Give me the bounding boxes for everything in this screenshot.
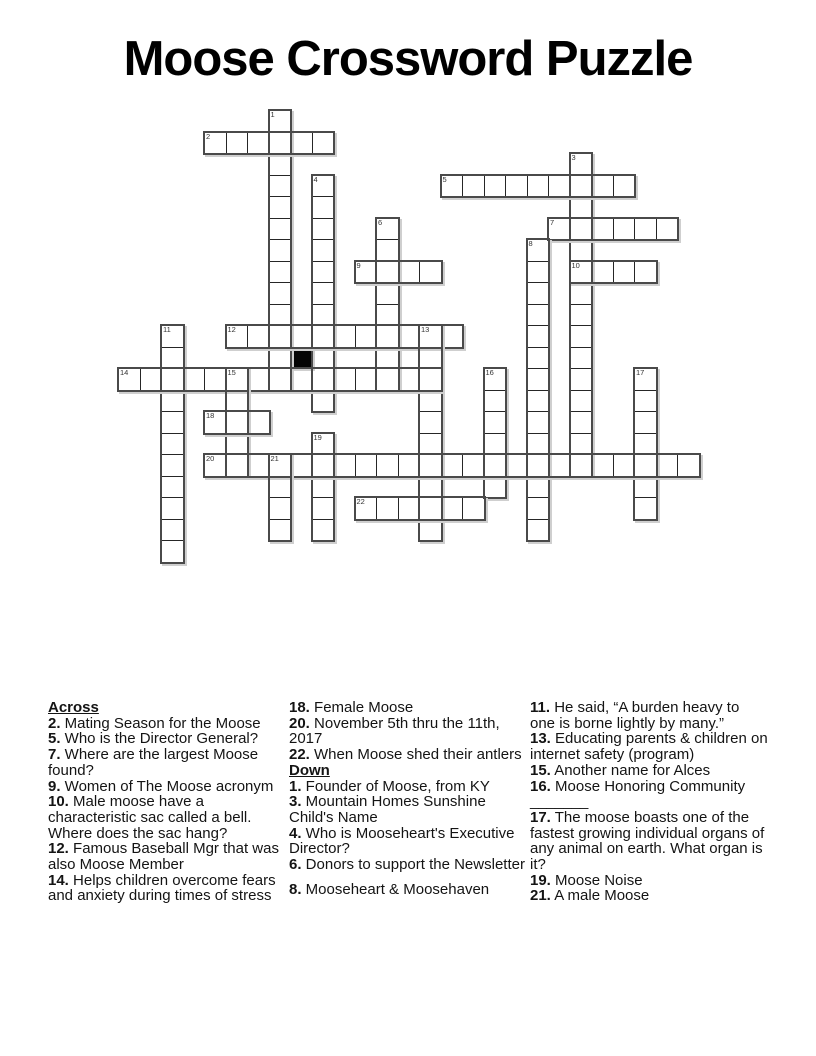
grid-cell[interactable] bbox=[441, 325, 464, 348]
grid-cell[interactable] bbox=[140, 368, 163, 391]
cell-number: 20 bbox=[206, 454, 215, 463]
grid-cell[interactable] bbox=[290, 132, 313, 155]
grid-cell[interactable] bbox=[161, 433, 184, 456]
grid-cell[interactable] bbox=[269, 497, 292, 520]
clue-13: 13. Educating parents & children on internet safety (program) bbox=[530, 730, 768, 764]
clue-17: 17. The moose boasts one of the fastest growing individual organs of any animal on earth. What organ is it? bbox=[530, 808, 765, 874]
grid-cell[interactable] bbox=[312, 261, 335, 284]
grid-cell[interactable] bbox=[269, 347, 292, 370]
grid-cell[interactable] bbox=[226, 132, 249, 155]
grid-cell[interactable] bbox=[527, 519, 550, 542]
grid-cell[interactable] bbox=[269, 175, 292, 198]
grid-cell[interactable] bbox=[591, 218, 614, 241]
grid-cell[interactable] bbox=[419, 519, 442, 542]
grid-cell[interactable] bbox=[204, 411, 227, 434]
grid-cell[interactable] bbox=[527, 454, 550, 477]
grid-cell[interactable] bbox=[247, 325, 270, 348]
grid-cell[interactable] bbox=[226, 368, 249, 391]
grid-cell[interactable] bbox=[634, 454, 657, 477]
grid-cell[interactable] bbox=[290, 325, 313, 348]
grid-cell[interactable] bbox=[419, 454, 442, 477]
grid-cell[interactable] bbox=[570, 239, 593, 262]
grid-cell[interactable] bbox=[269, 218, 292, 241]
grid-cell[interactable] bbox=[269, 325, 292, 348]
grid-cell[interactable] bbox=[484, 390, 507, 413]
grid-cell[interactable] bbox=[312, 175, 335, 198]
cell-number: 4 bbox=[313, 174, 318, 184]
grid-cell[interactable] bbox=[419, 433, 442, 456]
grid-cell[interactable] bbox=[161, 497, 184, 520]
grid-cell[interactable] bbox=[527, 261, 550, 284]
clue-number: 6. bbox=[289, 856, 302, 874]
grid-cell[interactable] bbox=[441, 497, 464, 520]
clue-number: 15. bbox=[530, 761, 551, 779]
grid-cell[interactable] bbox=[591, 175, 614, 198]
grid-cell[interactable] bbox=[204, 132, 227, 155]
grid-cell[interactable] bbox=[376, 218, 399, 241]
grid-cell[interactable] bbox=[570, 282, 593, 305]
grid-cell[interactable] bbox=[312, 368, 335, 391]
grid-cell[interactable] bbox=[226, 390, 249, 413]
clue-19: 19. Moose Noise bbox=[530, 871, 643, 889]
grid-cell[interactable] bbox=[376, 325, 399, 348]
clue-21: 21. A male Moose bbox=[530, 887, 650, 905]
clue-2: 2. Mating Season for the Moose bbox=[48, 714, 261, 732]
cell-number: 10 bbox=[571, 260, 580, 270]
clue-number: 3. bbox=[289, 793, 302, 811]
grid-cell[interactable] bbox=[269, 304, 292, 327]
grid-cell[interactable] bbox=[376, 282, 399, 305]
grid-cell[interactable] bbox=[634, 411, 657, 434]
clue-number: 4. bbox=[289, 824, 302, 842]
grid-cell[interactable] bbox=[591, 261, 614, 284]
clue-number: 1. bbox=[289, 777, 302, 795]
grid-cell[interactable] bbox=[376, 497, 399, 520]
clue-column-3 bbox=[530, 700, 768, 904]
grid-cell[interactable] bbox=[247, 132, 270, 155]
grid-cell[interactable] bbox=[269, 476, 292, 499]
clue-number: 22. bbox=[289, 746, 310, 764]
grid-cell[interactable] bbox=[312, 218, 335, 241]
grid-cell[interactable] bbox=[570, 325, 593, 348]
clue-number: 8. bbox=[289, 880, 302, 898]
grid-cell[interactable] bbox=[312, 132, 335, 155]
clue-number: 16. bbox=[530, 777, 551, 795]
clue-18: 18. Female Moose bbox=[289, 699, 414, 716]
grid-cell[interactable] bbox=[269, 196, 292, 219]
grid-cell[interactable] bbox=[355, 368, 378, 391]
cell-number: 3 bbox=[571, 153, 576, 162]
grid-cell[interactable] bbox=[312, 282, 335, 305]
grid-cell[interactable] bbox=[161, 325, 184, 348]
clue-number: 7. bbox=[48, 746, 61, 764]
clue-6: 6. Donors to support the Newsletter bbox=[289, 856, 525, 874]
cell-number: 12 bbox=[227, 325, 236, 334]
clue-number: 13. bbox=[530, 730, 551, 748]
grid-cell[interactable] bbox=[355, 261, 378, 284]
grid-cell[interactable] bbox=[376, 368, 399, 391]
grid-cell[interactable] bbox=[570, 218, 593, 241]
grid-cell[interactable] bbox=[269, 454, 292, 477]
grid-cell[interactable] bbox=[419, 325, 442, 348]
grid-cell[interactable] bbox=[527, 368, 550, 391]
grid-cell[interactable] bbox=[527, 390, 550, 413]
cell-number: 17 bbox=[636, 368, 645, 377]
grid-cell[interactable] bbox=[312, 304, 335, 327]
grid-cell[interactable] bbox=[247, 454, 270, 477]
grid-cell[interactable] bbox=[613, 218, 636, 241]
grid-cell[interactable] bbox=[441, 454, 464, 477]
grid-cell[interactable] bbox=[204, 368, 227, 391]
grid-cell[interactable] bbox=[183, 368, 206, 391]
grid-cell[interactable] bbox=[570, 261, 593, 284]
clue-column-2 bbox=[289, 700, 527, 897]
grid-cell[interactable] bbox=[527, 282, 550, 305]
grid-cell[interactable] bbox=[527, 497, 550, 520]
clue-number: 14. bbox=[48, 871, 69, 889]
clue-14: 14. Helps children overcome fears and anxiety during times of stress bbox=[48, 871, 276, 905]
grid-cell[interactable] bbox=[376, 239, 399, 262]
clue-number: 20. bbox=[289, 714, 310, 732]
grid-cell[interactable] bbox=[355, 454, 378, 477]
grid-cell[interactable] bbox=[355, 497, 378, 520]
grid-cell[interactable] bbox=[441, 175, 464, 198]
grid-cell[interactable] bbox=[634, 497, 657, 520]
grid-cell[interactable] bbox=[312, 497, 335, 520]
clue-1: 1. Founder of Moose, from KY bbox=[289, 777, 490, 795]
grid-cell[interactable] bbox=[570, 411, 593, 434]
grid-cell[interactable] bbox=[161, 347, 184, 370]
grid-cell[interactable] bbox=[570, 304, 593, 327]
cell-number: 18 bbox=[206, 411, 215, 420]
grid-cell[interactable] bbox=[634, 390, 657, 413]
grid-cell[interactable] bbox=[247, 411, 270, 434]
grid-cell[interactable] bbox=[634, 261, 657, 284]
grid-cell[interactable] bbox=[462, 497, 485, 520]
grid-cell[interactable] bbox=[527, 411, 550, 434]
cell-number: 8 bbox=[528, 239, 533, 248]
grid-cell[interactable] bbox=[269, 239, 292, 262]
grid-cell[interactable] bbox=[548, 454, 571, 477]
grid-cell[interactable] bbox=[527, 433, 550, 456]
clue-22: 22. When Moose shed their antlers bbox=[289, 746, 522, 764]
grid-cell[interactable] bbox=[312, 476, 335, 499]
grid-cell[interactable] bbox=[570, 390, 593, 413]
grid-cell[interactable] bbox=[484, 175, 507, 198]
grid-cell[interactable] bbox=[333, 325, 356, 348]
grid-cell[interactable] bbox=[613, 454, 636, 477]
grid-cell[interactable] bbox=[312, 390, 335, 413]
grid-cell[interactable] bbox=[570, 153, 593, 176]
clue-3: 3. Mountain Homes Sunshine Child's Name bbox=[289, 793, 486, 826]
grid-cell[interactable] bbox=[570, 175, 593, 198]
grid-cell[interactable] bbox=[484, 476, 507, 499]
cell-number: 13 bbox=[421, 325, 430, 334]
clue-5: 5. Who is the Director General? bbox=[48, 730, 259, 748]
clue-number: 11. bbox=[530, 699, 551, 716]
grid-cell[interactable] bbox=[118, 368, 141, 391]
grid-cell[interactable] bbox=[527, 476, 550, 499]
grid-cell[interactable] bbox=[161, 540, 184, 563]
clues-header-across: Across bbox=[48, 699, 99, 716]
grid-cell[interactable] bbox=[419, 476, 442, 499]
grid-cell[interactable] bbox=[527, 175, 550, 198]
grid-cell[interactable] bbox=[161, 519, 184, 542]
grid-cell[interactable] bbox=[269, 368, 292, 391]
clue-number: 21. bbox=[530, 887, 551, 905]
cell-number: 21 bbox=[270, 454, 279, 463]
grid-cell[interactable] bbox=[269, 261, 292, 284]
grid-cell[interactable] bbox=[161, 476, 184, 499]
grid-cell[interactable] bbox=[226, 433, 249, 456]
cell-number: 5 bbox=[442, 174, 447, 184]
grid-cell[interactable] bbox=[398, 497, 421, 520]
grid-cell[interactable] bbox=[161, 390, 184, 413]
clue-10: 10. Male moose have a characteristic sac called a bell. Where does the sac hang? bbox=[48, 793, 252, 842]
grid-cell[interactable] bbox=[269, 110, 292, 133]
grid-cell[interactable] bbox=[290, 368, 313, 391]
grid-cell[interactable] bbox=[398, 325, 421, 348]
grid-cell[interactable] bbox=[376, 261, 399, 284]
grid-cell[interactable] bbox=[634, 476, 657, 499]
clue-9: 9. Women of The Moose acronym bbox=[48, 777, 274, 795]
grid-cell[interactable] bbox=[484, 411, 507, 434]
grid-cell[interactable] bbox=[226, 325, 249, 348]
grid-cell[interactable] bbox=[312, 519, 335, 542]
grid-cell[interactable] bbox=[484, 433, 507, 456]
grid-cell[interactable] bbox=[376, 347, 399, 370]
grid-cell[interactable] bbox=[419, 411, 442, 434]
grid-cell[interactable] bbox=[570, 454, 593, 477]
clue-7: 7. Where are the largest Moose found? bbox=[48, 746, 259, 779]
grid-cell[interactable] bbox=[312, 347, 335, 370]
grid-cell[interactable] bbox=[591, 454, 614, 477]
clues-header-down: Down bbox=[289, 761, 330, 779]
cell-number: 15 bbox=[227, 368, 236, 377]
cell-number: 16 bbox=[485, 368, 494, 377]
clue-number: 2. bbox=[48, 714, 61, 732]
grid-cell[interactable] bbox=[376, 304, 399, 327]
grid-cell[interactable] bbox=[333, 368, 356, 391]
grid-cell[interactable] bbox=[376, 454, 399, 477]
black-cell bbox=[290, 347, 313, 370]
grid-cell[interactable] bbox=[656, 218, 679, 241]
grid-cell[interactable] bbox=[312, 325, 335, 348]
grid-cell[interactable] bbox=[398, 261, 421, 284]
clue-number: 18. bbox=[289, 699, 310, 716]
grid-cell[interactable] bbox=[527, 239, 550, 262]
grid-cell[interactable] bbox=[656, 454, 679, 477]
cell-number: 9 bbox=[356, 260, 361, 270]
grid-cell[interactable] bbox=[613, 175, 636, 198]
grid-cell[interactable] bbox=[312, 239, 335, 262]
grid-cell[interactable] bbox=[548, 175, 571, 198]
grid-cell[interactable] bbox=[570, 347, 593, 370]
cell-number: 2 bbox=[206, 131, 211, 141]
grid-cell[interactable] bbox=[527, 347, 550, 370]
clue-column-1 bbox=[48, 700, 286, 904]
grid-cell[interactable] bbox=[419, 390, 442, 413]
grid-cell[interactable] bbox=[161, 411, 184, 434]
grid-cell[interactable] bbox=[312, 454, 335, 477]
grid-cell[interactable] bbox=[570, 368, 593, 391]
grid-cell[interactable] bbox=[527, 304, 550, 327]
clue-number: 19. bbox=[530, 871, 551, 889]
clue-15: 15. Another name for Alces bbox=[530, 761, 711, 779]
grid-cell[interactable] bbox=[269, 132, 292, 155]
clue-16: 16. Moose Honoring Community _______ bbox=[530, 777, 746, 811]
grid-cell[interactable] bbox=[613, 261, 636, 284]
grid-cell[interactable] bbox=[419, 261, 442, 284]
grid-cell[interactable] bbox=[419, 497, 442, 520]
grid-cell[interactable] bbox=[226, 411, 249, 434]
grid-cell[interactable] bbox=[634, 433, 657, 456]
cell-number: 7 bbox=[550, 217, 555, 227]
grid-cell[interactable] bbox=[570, 433, 593, 456]
clue-4: 4. Who is Mooseheart's Executive Director? bbox=[289, 824, 515, 858]
grid-cell[interactable] bbox=[398, 368, 421, 391]
grid-cell[interactable] bbox=[505, 175, 528, 198]
cell-number: 22 bbox=[356, 497, 365, 506]
clue-11: 11. He said, “A burden heavy to one is borne lightly by many.” bbox=[530, 699, 740, 732]
grid-cell[interactable] bbox=[333, 454, 356, 477]
grid-cell[interactable] bbox=[677, 454, 700, 477]
grid-cell[interactable] bbox=[355, 325, 378, 348]
cell-number: 14 bbox=[120, 368, 129, 377]
grid-cell[interactable] bbox=[570, 196, 593, 219]
clue-8: 8. Mooseheart & Moosehaven bbox=[289, 880, 490, 898]
grid-cell[interactable] bbox=[161, 368, 184, 391]
grid-cell[interactable] bbox=[204, 454, 227, 477]
clue-20: 20. November 5th thru the 11th, 2017 bbox=[289, 714, 500, 748]
page-title: Moose Crossword Puzzle bbox=[123, 32, 693, 86]
clue-number: 17. bbox=[530, 808, 551, 826]
grid-cell[interactable] bbox=[398, 454, 421, 477]
cell-number: 1 bbox=[270, 110, 275, 119]
grid-cell[interactable] bbox=[634, 368, 657, 391]
clue-number: 5. bbox=[48, 730, 61, 748]
grid-cell[interactable] bbox=[419, 368, 442, 391]
grid-cell[interactable] bbox=[290, 454, 313, 477]
grid-cell[interactable] bbox=[462, 454, 485, 477]
grid-cell[interactable] bbox=[269, 519, 292, 542]
grid-cell[interactable] bbox=[226, 454, 249, 477]
cell-number: 11 bbox=[163, 325, 171, 334]
grid-cell[interactable] bbox=[527, 325, 550, 348]
grid-cell[interactable] bbox=[634, 218, 657, 241]
grid-cell[interactable] bbox=[161, 454, 184, 477]
grid-cell[interactable] bbox=[247, 368, 270, 391]
cell-number: 19 bbox=[313, 432, 322, 442]
grid-cell[interactable] bbox=[505, 454, 528, 477]
grid-cell[interactable] bbox=[548, 218, 571, 241]
grid-cell[interactable] bbox=[484, 368, 507, 391]
clue-12: 12. Famous Baseball Mgr that was also Moose Member bbox=[48, 840, 279, 874]
clue-number: 10. bbox=[48, 793, 69, 811]
grid-cell[interactable] bbox=[269, 153, 292, 176]
cell-number: 6 bbox=[378, 217, 383, 227]
grid-cell[interactable] bbox=[462, 175, 485, 198]
clue-number: 9. bbox=[48, 777, 61, 795]
grid-cell[interactable] bbox=[269, 282, 292, 305]
grid-cell[interactable] bbox=[419, 347, 442, 370]
clue-number: 12. bbox=[48, 840, 69, 858]
grid-cell[interactable] bbox=[312, 196, 335, 219]
grid-cell[interactable] bbox=[312, 433, 335, 456]
grid-cell[interactable] bbox=[484, 454, 507, 477]
